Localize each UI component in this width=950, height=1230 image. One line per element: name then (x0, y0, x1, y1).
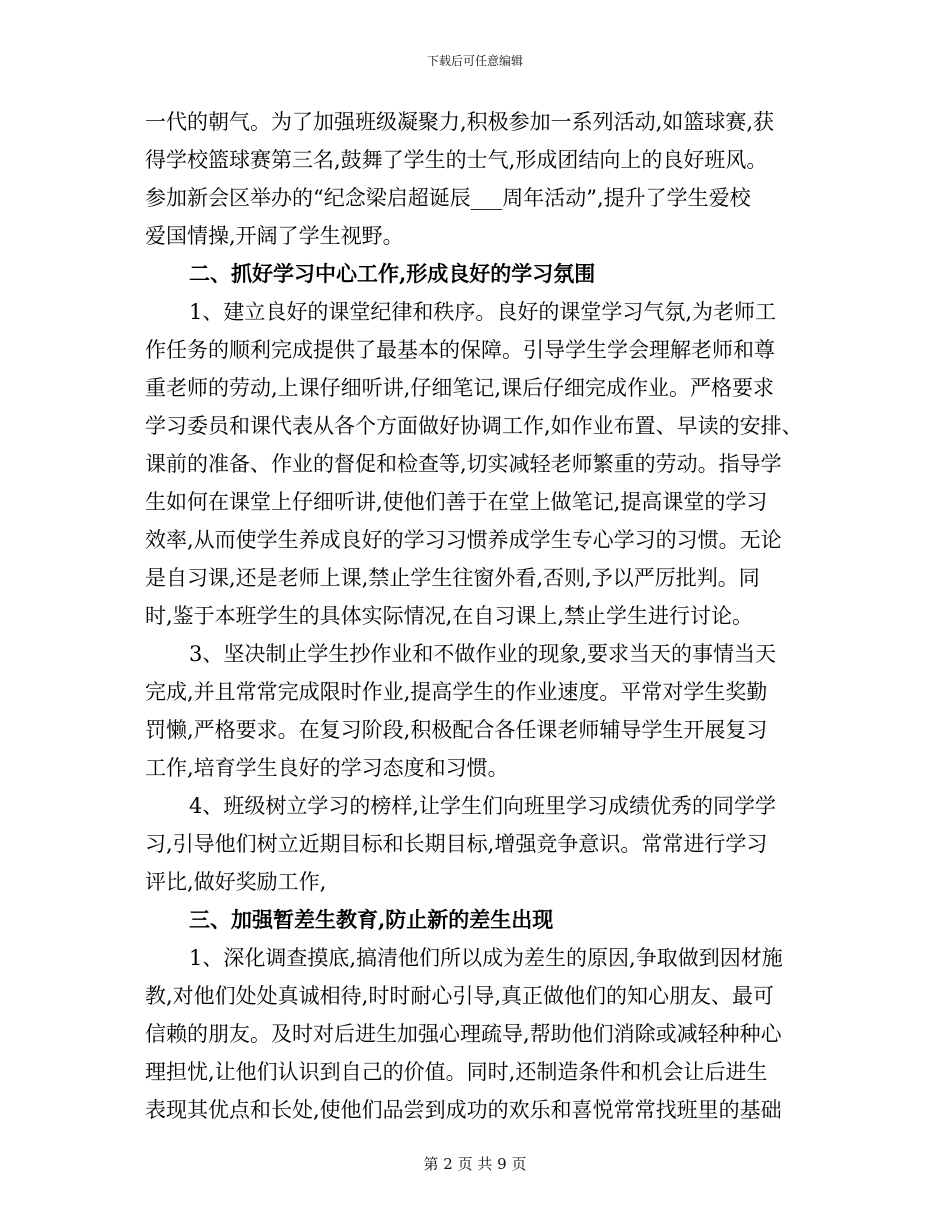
body-line: 作任务的顺利完成提供了最基本的保障。引导学生学会理解老师和尊 (145, 338, 775, 362)
body-line: 罚懒,严格要求。在复习阶段,积极配合各任课老师辅导学生开展复习 (145, 718, 768, 742)
body-line: 是自习课,还是老师上课,禁止学生往窗外看,否则,予以严厉批判。同 (145, 566, 760, 590)
body-line: 得学校篮球赛第三名,鼓舞了学生的士气,形成团结向上的良好班风。 (145, 148, 768, 172)
section-heading-3: 三、加强暂差生教育,防止新的差生出现 (189, 907, 554, 932)
body-line: 一代的朝气。为了加强班级凝聚力,积极参加一系列活动,如篮球赛,获 (145, 110, 775, 134)
body-line: 学习委员和课代表从各个方面做好协调工作,如作业布置、早读的安排、 (145, 414, 803, 438)
body-line: 时,鉴于本班学生的具体实际情况,在自习课上,禁止学生进行讨论。 (145, 604, 754, 628)
body-line: 生如何在课堂上仔细听讲,使他们善于在堂上做笔记,提高课堂的学习 (145, 490, 768, 514)
body-line: 4、班级树立学习的榜样,让学生们向班里学习成绩优秀的同学学 (189, 794, 777, 818)
body-line: 信赖的朋友。及时对后进生加强心理疏导,帮助他们消除或减轻种种心 (145, 1022, 782, 1046)
body-line: 教,对他们处处真诚相待,时时耐心引导,真正做他们的知心朋友、最可 (145, 984, 775, 1008)
document-body (145, 103, 835, 1129)
body-line: 理担忧,让他们认识到自己的价值。同时,还制造条件和机会让后进生 (145, 1060, 768, 1084)
body-line: 习,引导他们树立近期目标和长期目标,增强竞争意识。常常进行学习 (145, 832, 768, 856)
body-line: 1、建立良好的课堂纪律和秩序。良好的课堂学习气氛,为老师工 (189, 300, 777, 324)
section-heading-2: 二、抓好学习中心工作,形成良好的学习氛围 (189, 261, 596, 286)
body-line: 完成,并且常常完成限时作业,提高学生的作业速度。平常对学生奖勤 (145, 680, 768, 704)
body-line: 工作,培育学生良好的学习态度和习惯。 (145, 756, 509, 780)
body-line: 表现其优点和长处,使他们品尝到成功的欢乐和喜悦常常找班里的基础 (145, 1098, 782, 1122)
body-line: 爱国情操,开阔了学生视野。 (145, 224, 404, 248)
body-line: 参加新会区举办的“纪念梁启超诞辰___周年活动”,提升了学生爱校 (145, 186, 751, 210)
body-line: 效率,从而使学生养成良好的学习习惯养成学生专心学习的习惯。无论 (145, 528, 782, 552)
body-line: 课前的准备、作业的督促和检查等,切实减轻老师繁重的劳动。指导学 (145, 452, 782, 476)
body-line: 3、坚决制止学生抄作业和不做作业的现象,要求当天的事情当天 (189, 642, 777, 666)
page-number: 第 2 页 共 9 页 (423, 1155, 527, 1173)
header-note: 下载后可任意编辑 (426, 54, 523, 68)
body-line: 重老师的劳动,上课仔细听讲,仔细笔记,课后仔细完成作业。严格要求 (145, 376, 775, 400)
body-line: 评比,做好奖励工作, (145, 870, 327, 894)
body-line: 1、深化调查摸底,搞清他们所以成为差生的原因,争取做到因材施 (189, 946, 783, 970)
